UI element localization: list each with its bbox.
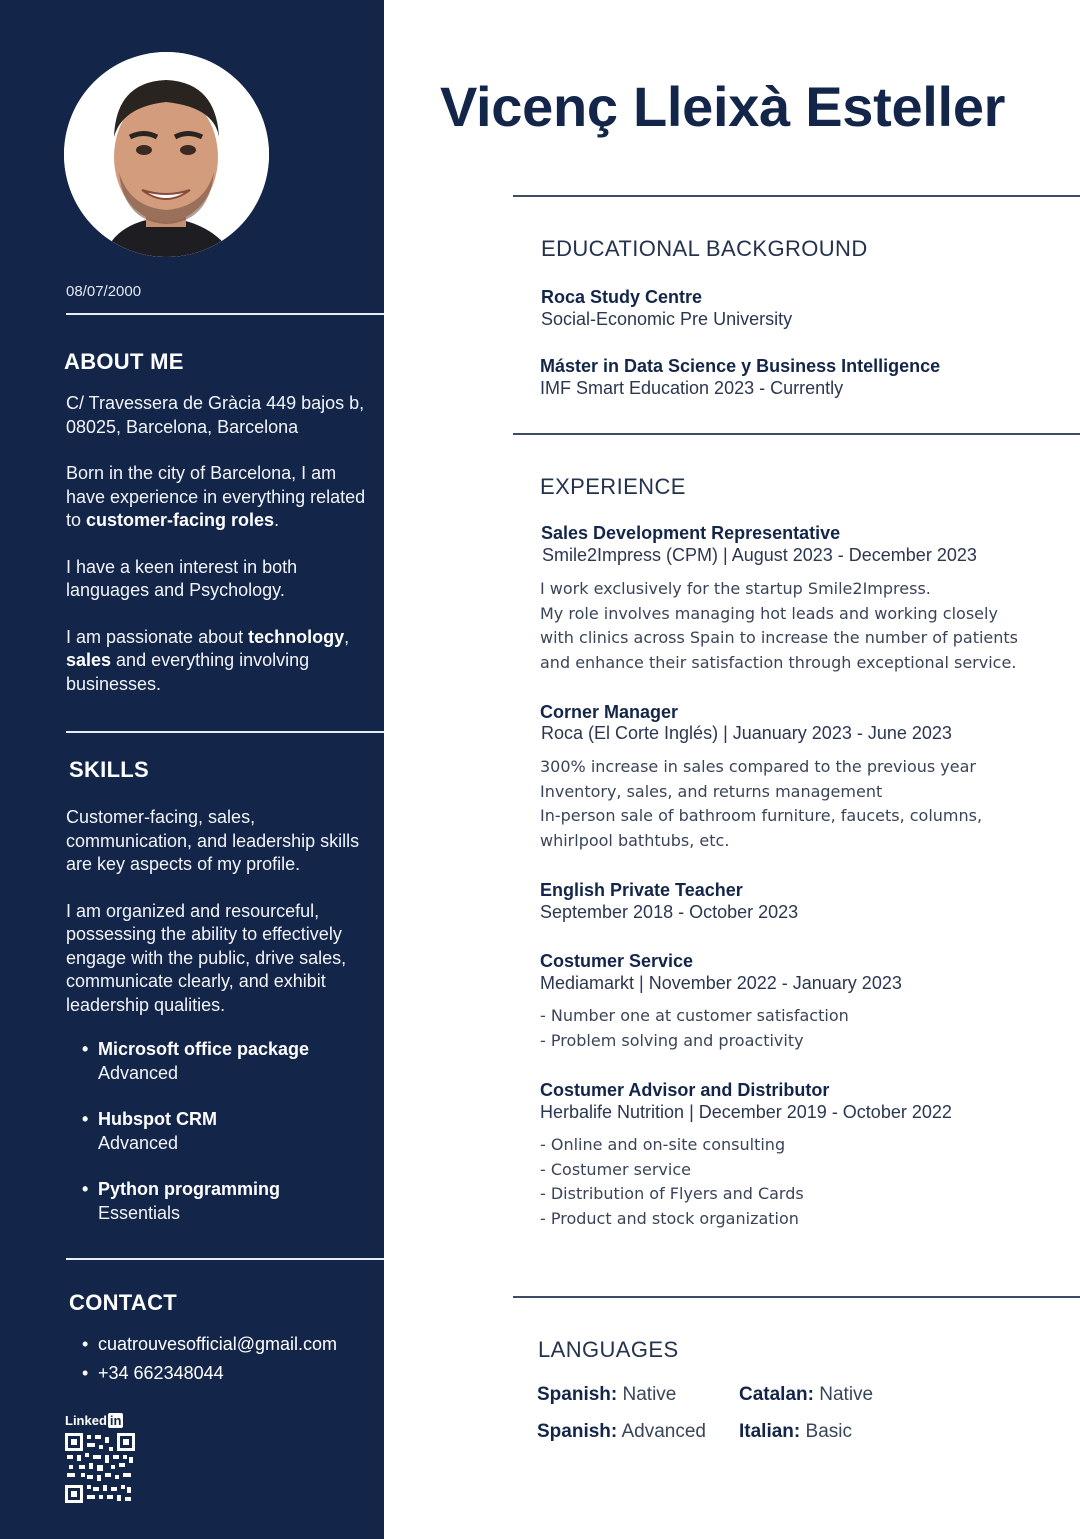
- about-text-span: Born in the city of Barcelona, I am have experience in everything related to: [66, 463, 366, 530]
- language-level: Advanced: [621, 1421, 706, 1442]
- about-text-span: I am passionate about: [66, 626, 249, 647]
- description-line: with clinics across Spain to increase the number of patients: [540, 628, 1019, 648]
- job-title: Costumer Advisor and Distributor: [540, 1080, 830, 1100]
- language-name: Catalan:: [739, 1384, 814, 1405]
- languages-heading: LANGUAGES: [538, 1337, 679, 1362]
- linkedin-icon: in: [109, 1413, 122, 1428]
- description-line: - Product and stock organization: [540, 1209, 799, 1229]
- skill-name: • Hubspot CRM: [98, 1109, 217, 1129]
- skill-level: Essentials: [98, 1202, 181, 1223]
- birth-date: 08/07/2000: [66, 283, 142, 300]
- language-item: [537, 1421, 706, 1443]
- linkedin-logo[interactable]: [65, 1413, 123, 1428]
- description-line: - Online and on-site consulting: [540, 1135, 786, 1154]
- contact-list: [82, 1330, 377, 1388]
- skill-level: Advanced: [98, 1062, 179, 1083]
- about-text-span: .: [274, 510, 280, 530]
- profile-photo: [64, 52, 269, 257]
- about-paragraph: [66, 626, 371, 697]
- about-paragraph: I have a keen interest in both languages and Psychology.: [66, 556, 298, 600]
- about-heading: ABOUT ME: [64, 349, 184, 374]
- divider: [513, 195, 1080, 197]
- language-item: [739, 1421, 852, 1443]
- language-level: Native: [622, 1384, 677, 1405]
- language-item: [537, 1384, 676, 1406]
- about-bold: sales: [66, 650, 112, 670]
- job-title: Sales Development Representative: [541, 523, 841, 543]
- language-level: Native: [819, 1384, 874, 1405]
- skills-paragraph: Customer-facing, sales, communication, and leadership skills are key aspects of my profile.: [66, 807, 360, 874]
- job-title: Corner Manager: [540, 702, 679, 722]
- about-text-span: ,: [344, 626, 350, 647]
- job-subtitle: September 2018 - October 2023: [540, 902, 799, 922]
- job-subtitle: Herbalife Nutrition | December 2019 - October 2022: [540, 1102, 952, 1122]
- skills-heading: SKILLS: [69, 757, 150, 782]
- divider: [66, 731, 384, 733]
- about-paragraph: [66, 462, 371, 533]
- job-subtitle: Smile2Impress (CPM) | August 2023 - December 2023: [542, 545, 977, 565]
- address: C/ Travessera de Gràcia 449 bajos b, 08025, Barcelona, Barcelona: [66, 393, 365, 437]
- qr-code-icon[interactable]: [65, 1433, 135, 1503]
- linkedin-label: Linked: [65, 1413, 107, 1428]
- description-line: - Costumer service: [540, 1159, 691, 1179]
- job-title: English Private Teacher: [540, 880, 743, 900]
- education-title: Roca Study Centre: [541, 287, 703, 307]
- about-text-span: and everything involving businesses.: [66, 650, 310, 694]
- description-line: In-person sale of bathroom furniture, faucets, columns,: [540, 806, 983, 826]
- about-bold: technology: [248, 626, 345, 647]
- job-description: [540, 1004, 1060, 1053]
- education-title: Máster in Data Science y Business Intelligence: [540, 356, 941, 376]
- avatar-icon: [64, 52, 269, 257]
- skill-level: Advanced: [98, 1132, 179, 1153]
- language-level: Basic: [805, 1421, 852, 1442]
- skill-name: • Microsoft office package: [98, 1039, 310, 1059]
- language-name: Spanish:: [537, 1421, 618, 1442]
- description-line: and enhance their satisfaction through exceptional service.: [540, 653, 1017, 673]
- email-link[interactable]: • cuatrouvesofficial@gmail.com: [82, 1330, 377, 1359]
- skill-name: • Python programming: [98, 1179, 281, 1199]
- education-subtitle: Social-Economic Pre University: [541, 309, 793, 329]
- description-line: Inventory, sales, and returns management: [540, 781, 883, 801]
- skills-paragraph: I am organized and resourceful, possessing the ability to effectively engage with the public, drive sales, communicate clearly, and exhibit leadership qualities.: [66, 900, 347, 1015]
- job-subtitle: Roca (El Corte Inglés) | Juanuary 2023 - June 2023: [541, 723, 952, 743]
- skill-list: [82, 1038, 372, 1248]
- description-line: 300% increase in sales compared to the previous year: [540, 757, 976, 776]
- job-description: [540, 577, 1060, 676]
- skill-item: [82, 1108, 372, 1155]
- job-description: [540, 755, 1060, 854]
- about-text: [66, 392, 371, 719]
- divider: [66, 1258, 384, 1260]
- sidebar: [0, 0, 384, 1539]
- description-line: - Number one at customer satisfaction: [540, 1006, 849, 1025]
- skill-item: [82, 1038, 372, 1085]
- divider: [513, 1296, 1080, 1298]
- language-item: [739, 1384, 873, 1406]
- language-name: Italian:: [739, 1421, 801, 1442]
- education-subtitle: IMF Smart Education 2023 - Currently: [540, 378, 844, 398]
- divider: [66, 313, 384, 315]
- description-line: My role involves managing hot leads and working closely: [540, 603, 998, 623]
- skill-item: [82, 1178, 372, 1225]
- about-bold: customer-facing roles: [86, 510, 275, 530]
- experience-heading: EXPERIENCE: [540, 474, 686, 499]
- phone-link[interactable]: • +34 662348044: [82, 1359, 377, 1388]
- description-line: - Problem solving and proactivity: [540, 1030, 804, 1050]
- description-line: whirlpool bathtubs, etc.: [540, 831, 730, 851]
- job-description: [540, 1133, 1060, 1232]
- description-line: - Distribution of Flyers and Cards: [540, 1184, 804, 1204]
- job-subtitle: Mediamarkt | November 2022 - January 2023: [540, 973, 902, 993]
- divider: [513, 433, 1080, 435]
- education-heading: EDUCATIONAL BACKGROUND: [541, 236, 868, 261]
- candidate-name: Vicenç Lleixà Esteller: [440, 75, 1006, 138]
- description-line: I work exclusively for the startup Smile2Impress.: [540, 579, 931, 598]
- language-name: Spanish:: [537, 1384, 618, 1405]
- skills-text: [66, 806, 371, 1040]
- contact-heading: CONTACT: [69, 1290, 178, 1315]
- job-title: Costumer Service: [540, 951, 694, 971]
